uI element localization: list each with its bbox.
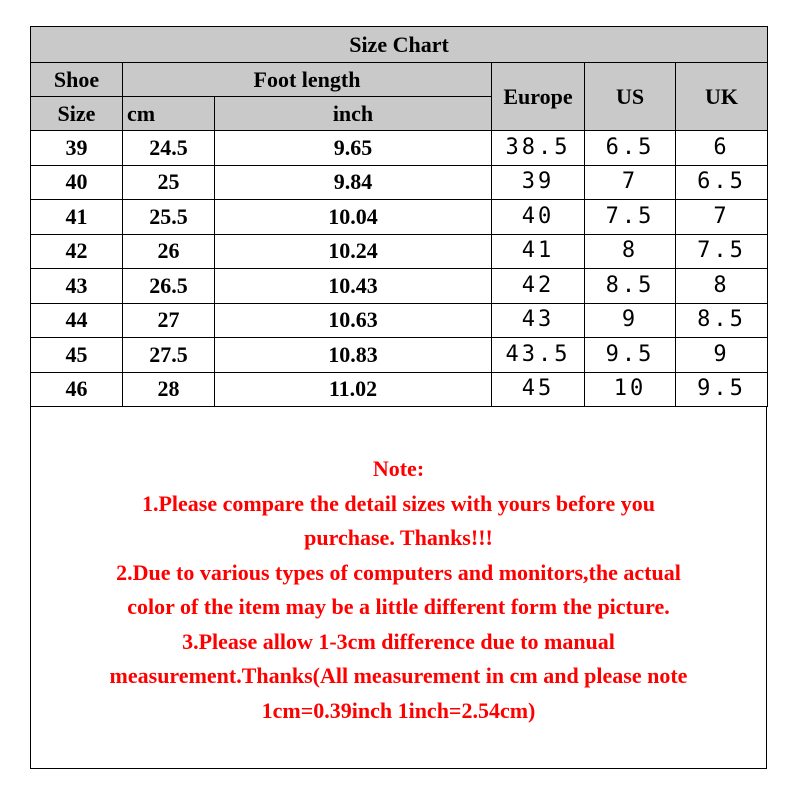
cell-inch: 10.63 <box>215 303 492 338</box>
table-body <box>31 131 768 407</box>
note-line: color of the item may be a little different form the picture. <box>127 594 670 619</box>
cell-shoe-size: 45 <box>31 338 123 373</box>
note-line: 1cm=0.39inch 1inch=2.54cm) <box>261 697 536 723</box>
cell-us: 9 <box>585 303 676 338</box>
cell-shoe-size: 44 <box>31 303 123 338</box>
cell-shoe-size: 43 <box>31 269 123 304</box>
cell-europe: 38.5 <box>492 131 585 166</box>
cell-europe: 42 <box>492 269 585 304</box>
cell-europe: 43 <box>492 303 585 338</box>
header-europe: Europe <box>492 63 585 131</box>
table-row <box>31 131 768 166</box>
table-row <box>31 338 768 373</box>
table-title-row <box>31 27 768 63</box>
cell-cm: 27.5 <box>123 338 215 373</box>
cell-us: 8 <box>585 234 676 269</box>
table-row <box>31 269 768 304</box>
table-row <box>31 200 768 235</box>
cell-inch: 9.65 <box>215 131 492 166</box>
cell-inch: 10.04 <box>215 200 492 235</box>
cell-inch: 10.83 <box>215 338 492 373</box>
cell-cm: 26.5 <box>123 269 215 304</box>
cell-inch: 11.02 <box>215 372 492 407</box>
cell-cm: 24.5 <box>123 131 215 166</box>
cell-us: 6.5 <box>585 131 676 166</box>
notes-block <box>30 452 767 728</box>
cell-uk: 8.5 <box>676 303 768 338</box>
cell-europe: 40 <box>492 200 585 235</box>
cell-us: 7.5 <box>585 200 676 235</box>
cell-uk: 7.5 <box>676 234 768 269</box>
cell-cm: 25.5 <box>123 200 215 235</box>
notes-heading: Note: <box>372 456 425 481</box>
cell-europe: 45 <box>492 372 585 407</box>
note-line: 2.Due to various types of computers and monitors,the actual <box>116 559 681 585</box>
cell-uk: 7 <box>676 200 768 235</box>
cell-us: 10 <box>585 372 676 407</box>
header-uk: UK <box>676 63 768 131</box>
cell-uk: 6.5 <box>676 165 768 200</box>
cell-us: 8.5 <box>585 269 676 304</box>
note-line: measurement.Thanks(All measurement in cm and please note <box>109 663 688 688</box>
cell-shoe-size: 41 <box>31 200 123 235</box>
cell-us: 9.5 <box>585 338 676 373</box>
cell-us: 7 <box>585 165 676 200</box>
cell-shoe-size: 42 <box>31 234 123 269</box>
table-row <box>31 165 768 200</box>
cell-inch: 10.24 <box>215 234 492 269</box>
cell-cm: 26 <box>123 234 215 269</box>
header-row-1 <box>31 63 768 97</box>
header-shoe-line2: Size <box>31 97 123 131</box>
cell-inch: 10.43 <box>215 269 492 304</box>
cell-inch: 9.84 <box>215 165 492 200</box>
table-row <box>31 303 768 338</box>
cell-cm: 27 <box>123 303 215 338</box>
cell-europe: 43.5 <box>492 338 585 373</box>
header-cm: cm <box>123 97 215 131</box>
header-inch: inch <box>215 97 492 131</box>
cell-europe: 41 <box>492 234 585 269</box>
cell-cm: 25 <box>123 165 215 200</box>
size-chart-table <box>30 26 768 407</box>
table-row <box>31 234 768 269</box>
cell-europe: 39 <box>492 165 585 200</box>
note-line: 3.Please allow 1-3cm difference due to manual <box>182 628 615 654</box>
cell-shoe-size: 39 <box>31 131 123 166</box>
cell-uk: 9.5 <box>676 372 768 407</box>
cell-uk: 9 <box>676 338 768 373</box>
note-line: purchase. Thanks!!! <box>304 525 493 550</box>
header-foot-length: Foot length <box>123 63 492 97</box>
header-us: US <box>585 63 676 131</box>
header-shoe-line1: Shoe <box>31 63 123 97</box>
cell-shoe-size: 46 <box>31 372 123 407</box>
cell-cm: 28 <box>123 372 215 407</box>
table-title: Size Chart <box>31 27 768 63</box>
cell-uk: 8 <box>676 269 768 304</box>
note-line: 1.Please compare the detail sizes with yours before you <box>141 490 656 516</box>
table-row <box>31 372 768 407</box>
cell-shoe-size: 40 <box>31 165 123 200</box>
cell-uk: 6 <box>676 131 768 166</box>
